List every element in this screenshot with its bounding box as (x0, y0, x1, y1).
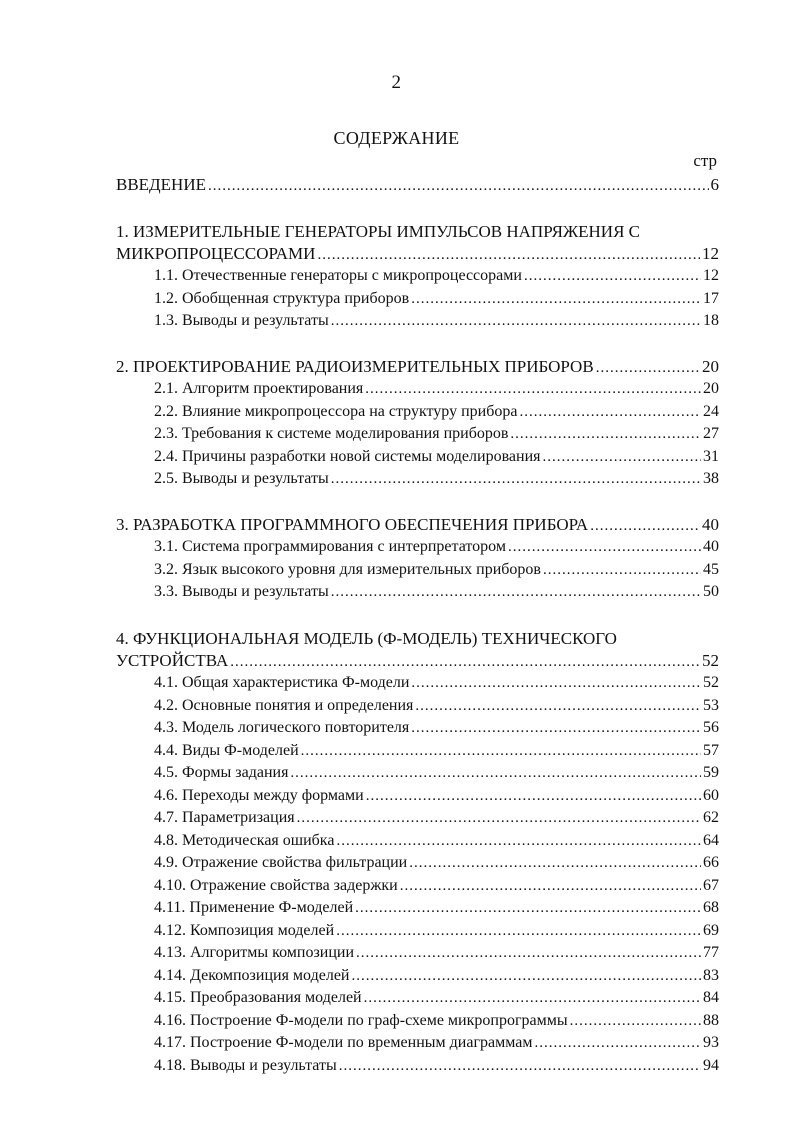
section-label: 4.10. Отражение свойства задержки (154, 876, 398, 894)
section-page: 50 (703, 583, 719, 600)
toc-section[interactable] (116, 581, 719, 604)
dot-leader (400, 875, 701, 898)
dot-leader (524, 265, 701, 288)
dot-leader (351, 965, 701, 988)
section-label: 4.6. Переходы между формами (154, 786, 364, 804)
toc-section[interactable] (116, 785, 719, 808)
section-page: 45 (703, 560, 719, 578)
section-page: 77 (703, 944, 719, 961)
chapter-page: 20 (702, 356, 719, 376)
section-page: 57 (703, 741, 719, 759)
section-label: 4.16. Построение Ф-модели по граф-схеме микропрограммы (154, 1011, 568, 1029)
dot-leader (508, 536, 701, 559)
dot-leader (356, 942, 701, 965)
section-label: 4.11. Применение Ф-моделей (154, 899, 354, 916)
toc-section[interactable] (116, 401, 719, 424)
section-page: 83 (703, 966, 719, 984)
section-label: 4.3. Модель логического повторителя (154, 719, 410, 736)
toc-section[interactable] (116, 740, 719, 763)
dot-leader (411, 717, 701, 740)
dot-leader (331, 468, 701, 491)
section-page: 69 (703, 921, 719, 939)
toc-section[interactable] (116, 920, 719, 943)
toc-title: СОДЕРЖАНИЕ (333, 128, 460, 148)
dot-leader (317, 243, 700, 267)
dot-leader (415, 695, 701, 718)
section-label: 1.3. Выводы и результаты (154, 312, 329, 329)
section-page: 56 (703, 719, 719, 736)
toc-section[interactable] (116, 875, 719, 898)
section-label: 4.14. Декомпозиция моделей (154, 966, 350, 984)
dot-leader (411, 672, 701, 695)
section-page: 93 (703, 1034, 719, 1051)
dot-leader (543, 446, 701, 469)
section-label: 2.5. Выводы и результаты (154, 470, 329, 487)
section-page: 68 (703, 899, 719, 916)
toc-section[interactable] (116, 942, 719, 965)
dot-leader (336, 830, 701, 853)
section-page: 94 (703, 1056, 719, 1074)
chapter-1-title-line2[interactable] (116, 243, 719, 266)
toc-section[interactable] (116, 852, 719, 875)
section-page: 31 (703, 447, 719, 465)
section-page: 52 (703, 674, 719, 691)
toc-section[interactable] (116, 672, 719, 695)
toc-section[interactable] (116, 1032, 719, 1055)
section-page: 53 (703, 696, 719, 714)
dot-leader (365, 378, 701, 401)
toc-section[interactable] (116, 965, 719, 988)
section-page: 88 (703, 1011, 719, 1029)
section-page: 38 (703, 470, 719, 487)
toc-section[interactable] (116, 265, 719, 288)
toc-section[interactable] (116, 762, 719, 785)
toc-section[interactable] (116, 807, 719, 830)
chapter-4-title-line2[interactable] (116, 650, 719, 673)
section-page: 62 (703, 809, 719, 826)
chapter-3-title[interactable] (116, 514, 719, 537)
section-label: 4.15. Преобразования моделей (154, 989, 362, 1006)
dot-leader (596, 356, 700, 380)
toc-section[interactable] (116, 288, 719, 311)
dot-leader (331, 581, 701, 604)
dot-leader (301, 740, 701, 763)
section-label: 3.3. Выводы и результаты (154, 583, 329, 600)
section-label: 4.9. Отражение свойства фильтрации (154, 854, 408, 871)
dot-leader (519, 401, 701, 424)
dot-leader (543, 559, 701, 582)
dot-leader (208, 174, 709, 198)
section-label: 2.4. Причины разработки новой системы моделирования (154, 447, 541, 465)
chapter-page: 12 (702, 243, 719, 263)
section-label: 2.2. Влияние микропроцессора на структуру прибора (154, 402, 518, 420)
section-page: 60 (703, 786, 719, 804)
section-label: 4.7. Параметризация (154, 809, 295, 826)
section-page: 59 (703, 764, 719, 781)
dot-leader (331, 310, 701, 333)
section-label: 1.2. Обобщенная структура приборов (154, 289, 410, 307)
section-page: 20 (703, 380, 719, 397)
dot-leader (297, 807, 701, 830)
section-label: 4.4. Виды Ф-моделей (154, 741, 299, 759)
dot-leader (411, 288, 701, 311)
dot-leader (570, 1010, 701, 1033)
toc-entry-introduction[interactable] (116, 174, 719, 197)
section-label: 4.12. Композиция моделей (154, 921, 335, 939)
toc-section[interactable] (116, 1010, 719, 1033)
chapter-label: МИКРОПРОЦЕССОРАМИ (116, 243, 316, 263)
chapter-label: УСТРОЙСТВА (116, 650, 229, 670)
section-page: 17 (703, 289, 719, 307)
dot-leader (510, 423, 701, 446)
table-of-contents (116, 174, 719, 1077)
dot-leader (339, 1055, 701, 1078)
dot-leader (590, 514, 700, 538)
toc-entry-page: 6 (710, 175, 719, 194)
chapter-4-title-line1[interactable]: 4. ФУНКЦИОНАЛЬНАЯ МОДЕЛЬ (Ф-МОДЕЛЬ) ТЕХНИЧЕСКОГО (116, 628, 617, 648)
chapter-1-title-line1[interactable]: 1. ИЗМЕРИТЕЛЬНЫЕ ГЕНЕРАТОРЫ ИМПУЛЬСОВ НАПРЯЖЕНИЯ С (116, 221, 641, 241)
chapter-label: 2. ПРОЕКТИРОВАНИЕ РАДИОИЗМЕРИТЕЛЬНЫХ ПРИБОРОВ (116, 356, 594, 376)
section-page: 12 (703, 267, 719, 284)
section-label: 1.1. Отечественные генераторы с микропроцессорами (154, 267, 522, 284)
section-label: 4.2. Основные понятия и определения (154, 696, 414, 714)
toc-section[interactable] (116, 536, 719, 559)
section-page: 40 (703, 538, 719, 555)
section-page: 18 (703, 312, 719, 329)
toc-section[interactable] (116, 1055, 719, 1078)
toc-section[interactable] (116, 717, 719, 740)
toc-section[interactable] (116, 897, 719, 920)
section-page: 24 (703, 402, 719, 420)
chapter-page: 40 (702, 514, 719, 534)
section-page: 27 (703, 425, 719, 442)
section-page: 66 (703, 854, 719, 871)
chapter-2-title[interactable] (116, 356, 719, 379)
section-label: 4.17. Построение Ф-модели по временным диаграммам (154, 1034, 533, 1051)
toc-section[interactable] (116, 830, 719, 853)
section-label: 4.8. Методическая ошибка (154, 831, 335, 849)
section-page: 84 (703, 989, 719, 1006)
chapter-page: 52 (702, 650, 719, 670)
page-column-label: стр (693, 151, 717, 170)
toc-section[interactable] (116, 987, 719, 1010)
toc-section[interactable] (116, 468, 719, 491)
dot-leader (534, 1032, 701, 1055)
chapter-label: 3. РАЗРАБОТКА ПРОГРАММНОГО ОБЕСПЕЧЕНИЯ ПРИБОРА (116, 514, 589, 534)
dot-leader (364, 987, 701, 1010)
toc-section[interactable] (116, 378, 719, 401)
toc-section[interactable] (116, 446, 719, 469)
section-label: 4.18. Выводы и результаты (154, 1056, 337, 1074)
section-label: 4.1. Общая характеристика Ф-модели (154, 674, 410, 691)
section-page: 64 (703, 831, 719, 849)
section-label: 4.5. Формы задания (154, 764, 289, 781)
page-number: 2 (391, 72, 402, 93)
toc-section[interactable] (116, 423, 719, 446)
section-label: 2.1. Алгоритм проектирования (154, 380, 364, 397)
toc-section[interactable] (116, 559, 719, 582)
dot-leader (336, 920, 701, 943)
dot-leader (290, 762, 701, 785)
section-label: 3.1. Система программирования с интерпретатором (154, 538, 506, 555)
dot-leader (409, 852, 701, 875)
dot-leader (355, 897, 701, 920)
section-label: 3.2. Язык высокого уровня для измерительных приборов (154, 560, 541, 578)
toc-section[interactable] (116, 695, 719, 718)
dot-leader (230, 650, 700, 674)
section-page: 67 (703, 876, 719, 894)
toc-entry-label: ВВЕДЕНИЕ (116, 175, 206, 194)
section-label: 4.13. Алгоритмы композиции (154, 944, 355, 961)
dot-leader (366, 785, 701, 808)
section-label: 2.3. Требования к системе моделирования приборов (154, 425, 509, 442)
toc-section[interactable] (116, 310, 719, 333)
